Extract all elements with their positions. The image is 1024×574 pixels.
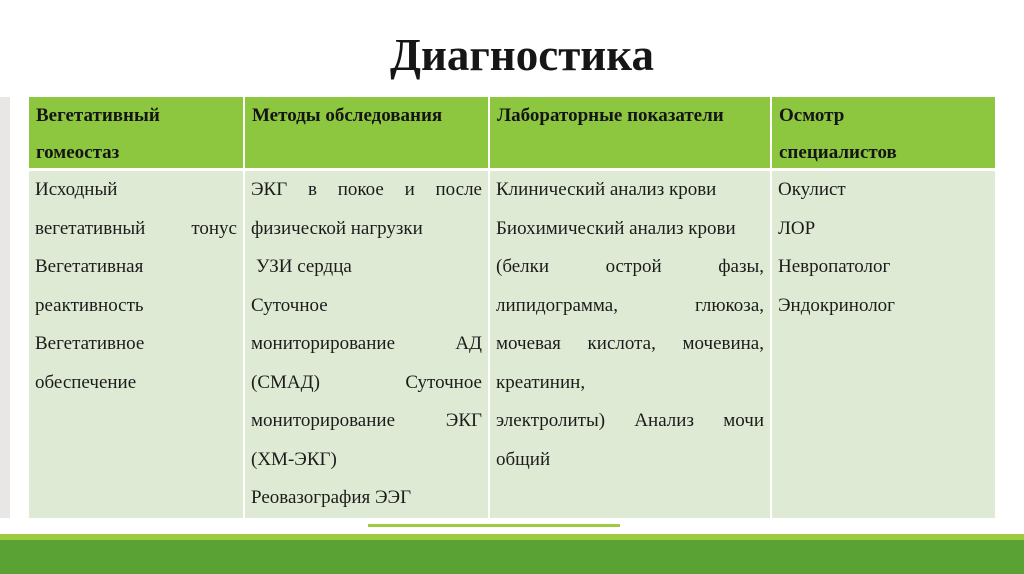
header-cell-specialist-examinations (772, 97, 995, 168)
bottom-accent-segment (368, 524, 620, 527)
body-cell-laboratory-indicators (490, 171, 770, 518)
cell-line: (ХМ-ЭКГ) (251, 448, 337, 470)
header-cell-vegetative-homeostasis (29, 97, 243, 168)
header-line: гомеостаз (36, 142, 120, 163)
cell-line: обеспечение (35, 371, 137, 393)
cell-line: Суточное (251, 294, 328, 316)
cell-line: ЭКГ в покое и после (251, 179, 482, 200)
cell-line: Вегетативное (35, 333, 145, 354)
body-cell-specialist-examinations (772, 171, 995, 518)
cell-line: Исходный (35, 179, 118, 200)
body-cell-examination-methods (245, 171, 488, 518)
header-line: Вегетативный (36, 105, 160, 126)
cell-line: общий (496, 448, 551, 470)
cell-line: УЗИ сердца (256, 256, 352, 277)
diagnostics-table (29, 97, 995, 518)
slide-title: Диагностика (389, 30, 654, 80)
cell-line: Вегетативная (35, 256, 144, 277)
cell-line: креатинин, (496, 371, 586, 393)
body-cell-vegetative-homeostasis (29, 171, 243, 518)
cell-line: электролиты) Анализ мочи (496, 410, 764, 431)
cell-line: ЛОР (778, 217, 816, 239)
cell-line: реактивность (35, 294, 144, 316)
cell-line: мочевая кислота, мочевина, (496, 333, 764, 354)
left-edge-stripe (0, 97, 10, 518)
cell-line: (белки острой фазы, (496, 256, 764, 277)
footer-bar (0, 540, 1024, 574)
cell-line: Клинический анализ крови (496, 179, 717, 200)
cell-line: Невропатолог (778, 256, 891, 277)
header-cell-laboratory-indicators (490, 97, 770, 168)
header-cell-examination-methods (245, 97, 488, 168)
cell-line: Биохимический анализ крови (496, 217, 736, 239)
cell-line: мониторирование АД (251, 333, 482, 354)
cell-line: физической нагрузки (251, 217, 423, 239)
cell-line: Эндокринолог (778, 294, 895, 316)
cell-line: липидограмма, глюкоза, (496, 294, 764, 316)
header-line: Методы обследования (252, 105, 443, 126)
cell-line: Реовазография ЭЭГ (251, 487, 412, 508)
cell-line: (СМАД) Суточное (251, 371, 482, 393)
header-line: специалистов (779, 142, 897, 163)
cell-line: Окулист (778, 179, 846, 200)
header-line: Лабораторные показатели (497, 105, 724, 126)
cell-line: вегетативный тонус (35, 217, 237, 239)
cell-line: мониторирование ЭКГ (251, 410, 482, 431)
header-line: Осмотр (779, 105, 845, 126)
